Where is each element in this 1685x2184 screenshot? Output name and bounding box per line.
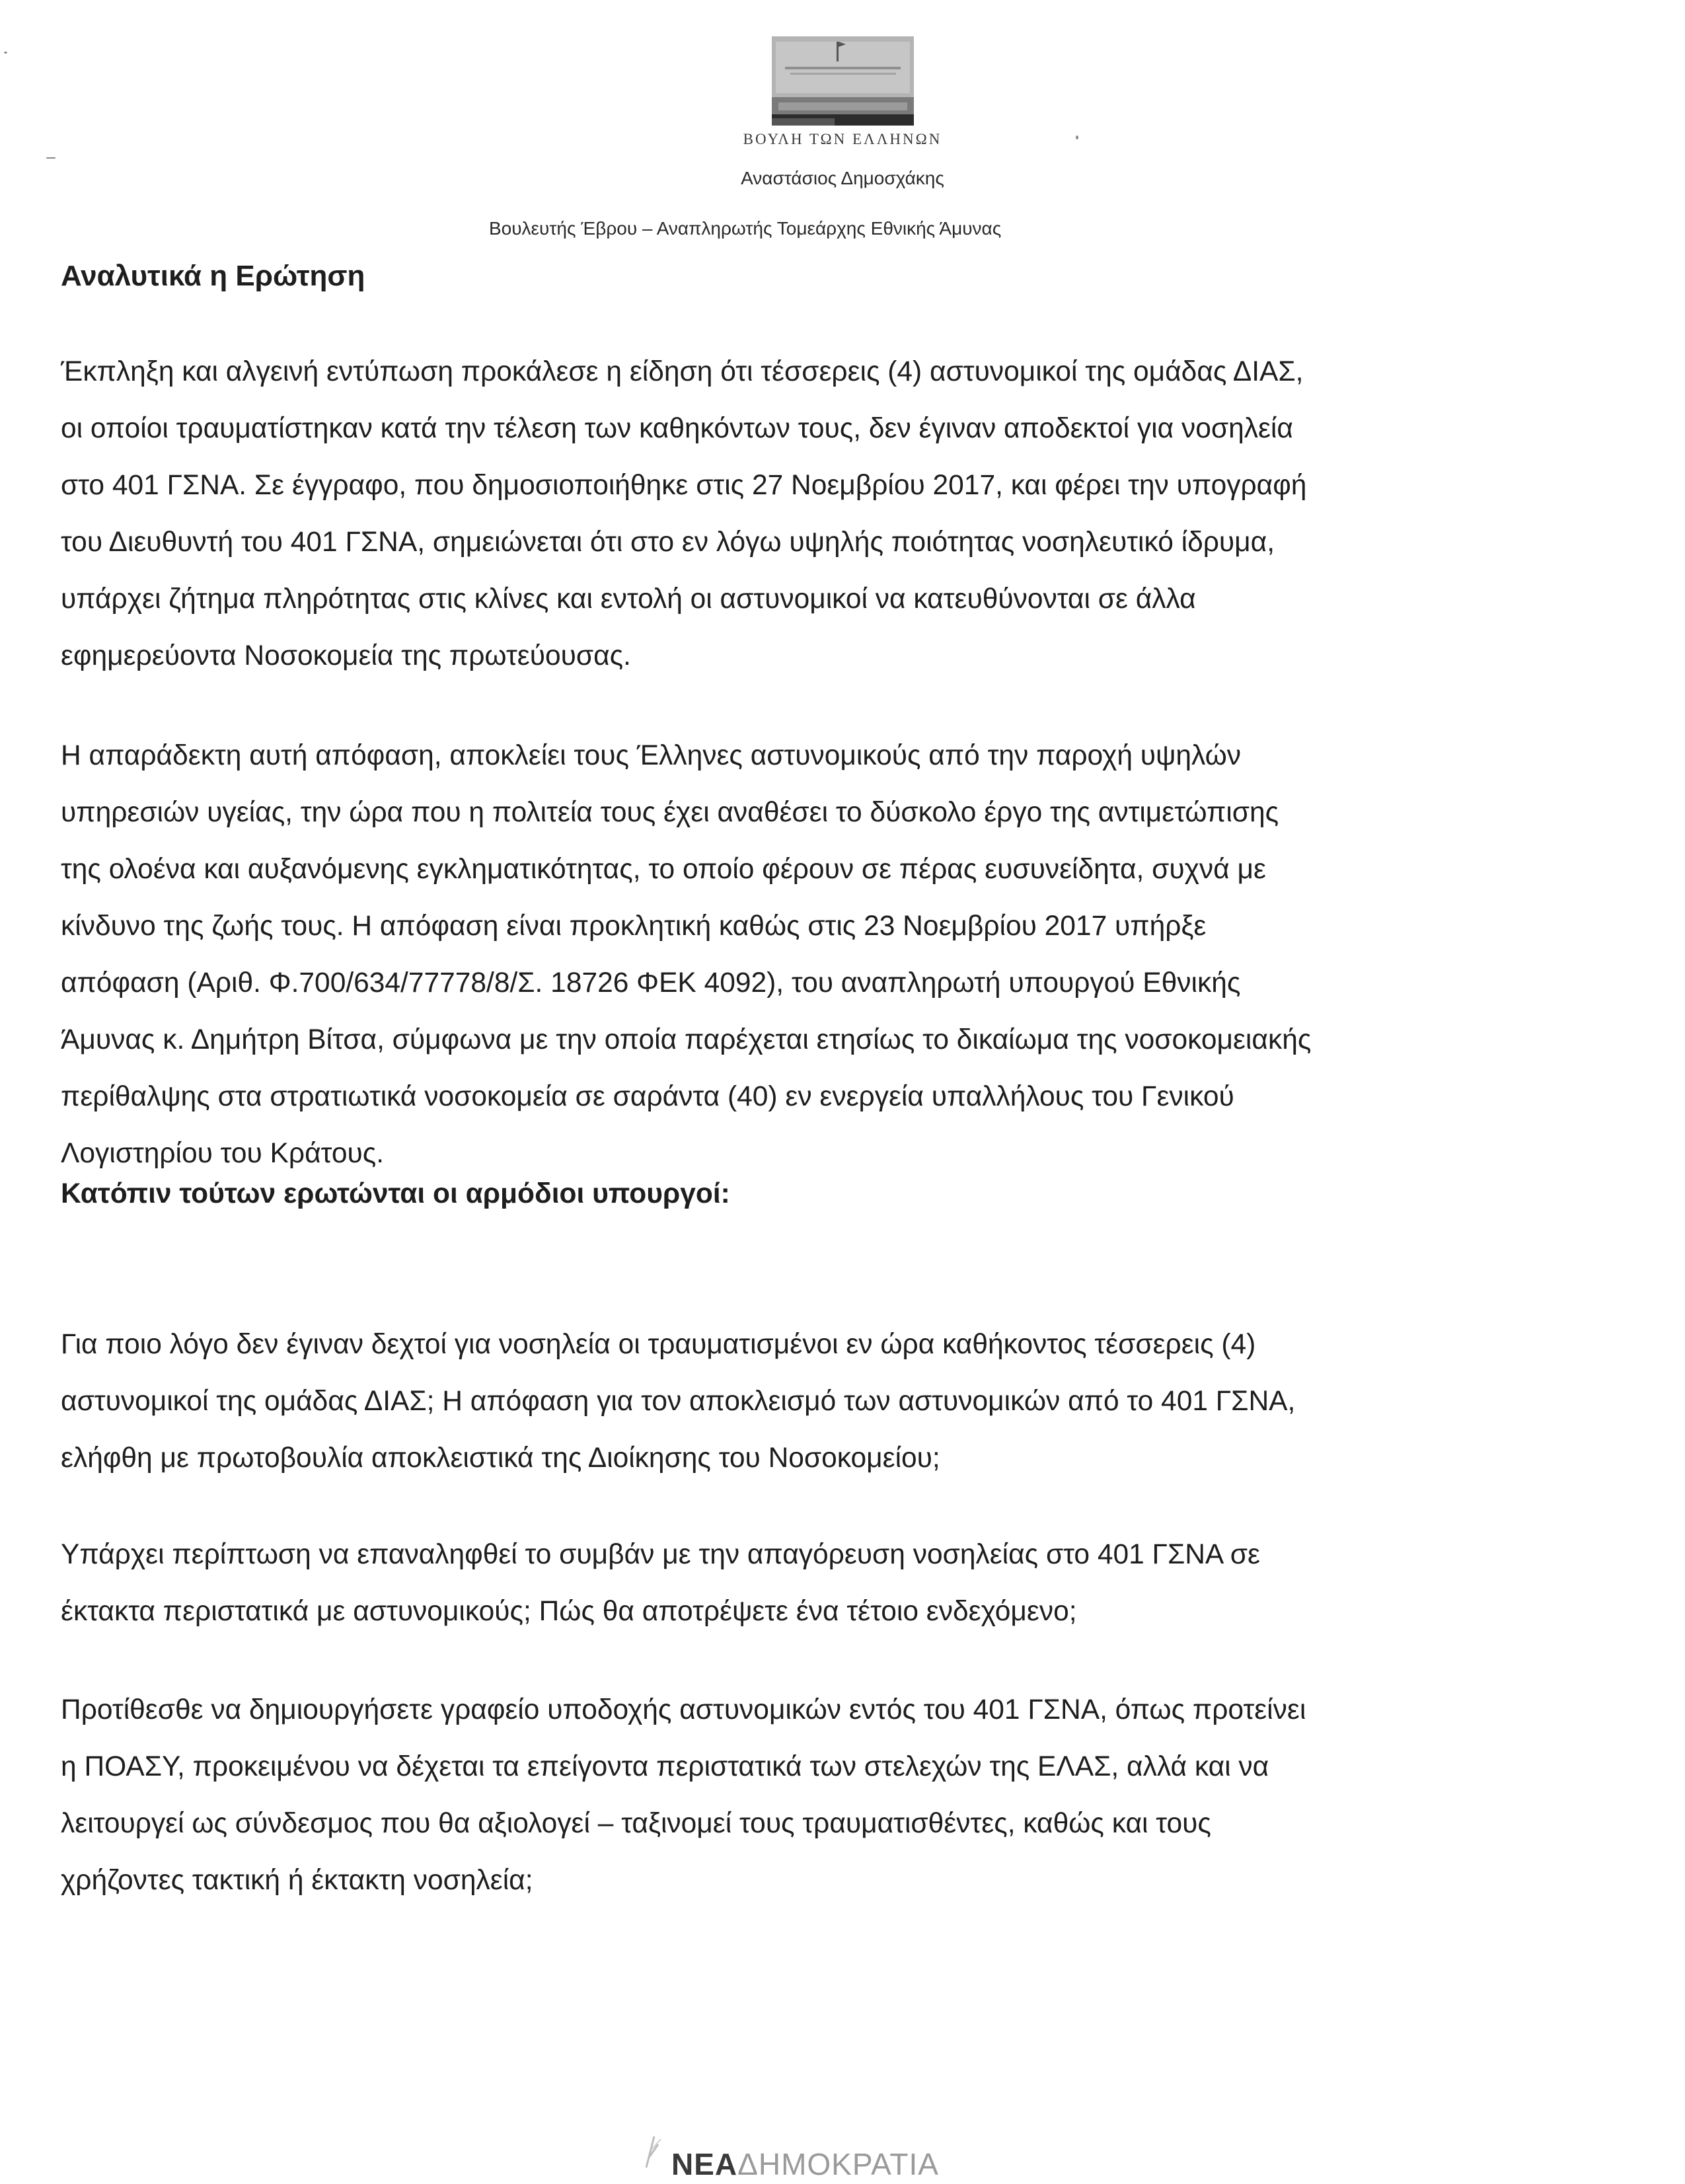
- party-name-bold: ΝΕΑ: [671, 2147, 738, 2181]
- text-line: έκτακτα περιστατικά με αστυνομικούς; Πώς θα αποτρέψετε ένα τέτοιο ενδεχόμενο;: [61, 1596, 1077, 1627]
- text-line: Για ποιο λόγο δεν έγιναν δεχτοί για νοσηλεία οι τραυματισμένοι εν ώρα καθήκοντος τέσσερεις (4): [61, 1329, 1256, 1360]
- paragraph-decision: [61, 728, 1567, 1182]
- mp-role: Βουλευτής Έβρου – Αναπληρωτής Τομεάρχης Εθνικής Άμυνας: [489, 218, 1002, 239]
- question-3: [61, 1682, 1567, 1909]
- text-line: ελήφθη με πρωτοβουλία αποκλειστικά της Διοίκησης του Νοσοκομείου;: [61, 1443, 940, 1474]
- letterhead: [0, 36, 1685, 189]
- parliament-building-logo: [772, 36, 914, 126]
- text-line: οι οποίοι τραυματίστηκαν κατά την τέλεση των καθηκόντων τους, δεν έγιναν αποδεκτοί για νοσηλεία: [61, 413, 1293, 444]
- questions-subheading: Κατόπιν τούτων ερωτώνται οι αρμόδιοι υπουργοί:: [61, 1178, 730, 1209]
- text-line: λειτουργεί ως σύνδεσμος που θα αξιολογεί – ταξινομεί τους τραυματισθέντες, καθώς και τους: [61, 1808, 1211, 1839]
- document-heading: Αναλυτικά η Ερώτηση: [61, 260, 365, 292]
- text-line: της ολοένα και αυξανόμενης εγκληματικότητας, το οποίο φέρουν σε πέρας ευσυνείδητα, συχνά με: [61, 854, 1266, 885]
- text-line: Λογιστηρίου του Κράτους.: [61, 1138, 384, 1169]
- text-line: υπάρχει ζήτημα πληρότητας στις κλίνες και εντολή οι αστυνομικοί να κατευθύνονται σε άλλα: [61, 584, 1196, 615]
- text-line: του Διευθυντή του 401 ΓΣΝΑ, σημειώνεται ότι στο εν λόγω υψηλής ποιότητας νοσηλευτικό ίδρυμα,: [61, 527, 1275, 558]
- party-logo: [634, 2131, 1004, 2181]
- text-line: Έκπληξη και αλγεινή εντύπωση προκάλεσε η είδηση ότι τέσσερεις (4) αστυνομικοί της ομάδας ΔΙΑΣ,: [61, 356, 1304, 387]
- party-name-light: ΔΗΜΟΚΡΑΤΙΑ: [737, 2147, 939, 2181]
- text-line: στο 401 ΓΣΝΑ. Σε έγγραφο, που δημοσιοποιήθηκε στις 27 Νοεμβρίου 2017, και φέρει την υπογραφή: [61, 470, 1307, 501]
- text-line: Προτίθεσθε να δημιουργήσετε γραφείο υποδοχής αστυνομικών εντός του 401 ΓΣΝΑ, όπως προτείνει: [61, 1694, 1306, 1725]
- mp-name: Αναστάσιος Δημοσχάκης: [741, 168, 944, 188]
- text-line: χρήζοντες τακτική ή έκτακτη νοσηλεία;: [61, 1865, 533, 1896]
- parliament-name: ΒΟΥΛΗ ΤΩΝ ΕΛΛΗΝΩΝ: [743, 131, 942, 147]
- text-line: περίθαλψης στα στρατιωτικά νοσοκομεία σε σαράντα (40) εν ενεργεία υπαλλήλους του Γενικού: [61, 1081, 1234, 1112]
- party-torch-icon: [634, 2131, 667, 2171]
- text-line: Υπάρχει περίπτωση να επαναληφθεί το συμβάν με την απαγόρευση νοσηλείας στο 401 ΓΣΝΑ σε: [61, 1539, 1260, 1570]
- text-line: η ΠΟΑΣΥ, προκειμένου να δέχεται τα επείγοντα περιστατικά των στελεχών της ΕΛΑΣ, αλλά και να: [61, 1751, 1269, 1782]
- scan-speck: [46, 157, 56, 159]
- question-1: [61, 1316, 1567, 1487]
- text-line: αστυνομικοί της ομάδας ΔΙΑΣ; Η απόφαση για τον αποκλεισμό των αστυνομικών από το 401 ΓΣΝΑ,: [61, 1386, 1296, 1417]
- text-line: Η απαράδεκτη αυτή απόφαση, αποκλείει τους Έλληνες αστυνομικούς από την παροχή υψηλών: [61, 740, 1241, 771]
- text-line: υπηρεσιών υγείας, την ώρα που η πολιτεία τους έχει αναθέσει το δύσκολο έργο της αντιμετώπισης: [61, 797, 1279, 828]
- text-line: απόφαση (Αριθ. Φ.700/634/77778/8/Σ. 18726 ΦΕΚ 4092), του αναπληρωτή υπουργού Εθνικής: [61, 967, 1241, 998]
- text-line: κίνδυνο της ζωής τους. Η απόφαση είναι προκλητική καθώς στις 23 Νοεμβρίου 2017 υπήρξε: [61, 911, 1207, 942]
- scan-speck: [4, 52, 7, 54]
- text-line: εφημερεύοντα Νοσοκομεία της πρωτεύουσας.: [61, 640, 631, 671]
- party-name: [671, 2144, 939, 2184]
- scan-speck: [1076, 135, 1078, 139]
- question-2: [61, 1526, 1567, 1640]
- text-line: Άμυνας κ. Δημήτρη Βίτσα, σύμφωνα με την οποία παρέχεται ετησίως το δικαίωμα της νοσοκομειακής: [61, 1024, 1312, 1055]
- paragraph-incident: [61, 344, 1567, 685]
